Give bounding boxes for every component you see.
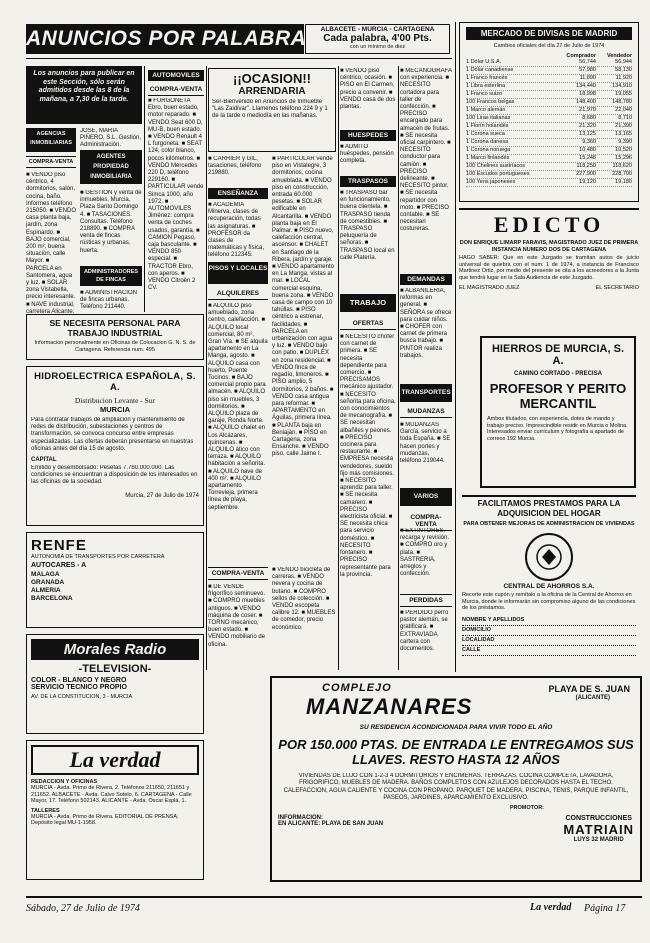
verdad-redaccion: REDACCION Y OFICINAS [31,779,98,785]
edicto-block [459,208,639,332]
hidro-filler-2: Emitido y desembolsado: Pesetas 7.780.000.000. Las condiciones se encuentran a disposición de los interesados en las oficinas de la sociedad. [31,465,198,486]
col4-filler-b: ■ ADMITO huéspedes, pensión completa. [340,144,394,165]
edicto-sign-right: EL SECRETARIO [595,285,639,292]
col5-ads-a [400,68,452,270]
ocasion-subtitle: ARRENDARIA [238,86,306,97]
edicto-body: HAGO SABER: Que en este Juzgado se tramitan autos de juicio universal de quiebra con el num. 1 de 1974, a instancia de Francisco Martinez Ortiz, por medio del presente se cita a los acreedores a la Junta que tendrá lugar en la Sala Audiencia de este Juzgado. [459,255,639,281]
divisas-row [466,99,632,107]
section-huespedes: HUESPEDES [340,130,396,141]
col4-ads-b [340,144,396,170]
divisas-buy: 18,998 [579,91,596,98]
facilitamos-field[interactable]: CALLE [462,646,636,656]
divisas-currency: 1 Marco alemán [466,107,506,114]
divisas-row [466,147,632,155]
hierros-line2: MERCANTIL [519,396,597,411]
section-trabajo: TRABAJO [340,294,396,312]
hidro-filler: Para contratar trabajos de ampliación y mantenimiento de redes de distribución, subestaciones y centros de transformación, se convoca concurso entre empresas especializadas. Las ofertas deberán presentarse en nuestras oficinas antes del día 15 de agosto. [31,417,194,452]
col3-ads-f [272,567,336,670]
divisas-buy: 15,248 [579,155,596,162]
masthead-price-box [305,24,450,54]
edicto-lead: DON ENRIQUE LIMARP FARAVIS, MAGISTRADO JUEZ DE PRIMERA INSTANCIA NUMERO DOS DE CARTAGENA [459,240,639,253]
divisas-row [466,163,632,171]
renfe-routes [31,571,199,603]
facilitamos-field[interactable]: LOCALIDAD [462,636,636,646]
divisas-row [466,91,632,99]
col3-ads-d [272,156,336,566]
section-demandas: DEMANDAS [400,274,452,285]
morales-address: AV. DE LA CONSTITUCION, 3 - MURCIA [31,694,133,700]
manzanares-info-block [278,815,383,843]
col2-filler: ■ FURGONETA Ebro, buen estado, motor reparado. ■ VENDO Seat 600 D, MU-B, buen estado. ■ VENDO Renault 4 L furgoneta. ■ SEAT 124, color blanco, pocos kilómetros. ■ VENDO Mercedes 220 D, teléfono 229160. ■ PARTICULAR vende Simca 1000, año 1972. ■ AUTOMOVILES Jiménez: compra venta de coches usados, garantía. ■ CAMION Pegaso, caja basculante. ■ VENDO 850 especial. ■ TRACTOR Ebro, con aperos. ■ VENDO Citroën 2 CV. [148,98,204,292]
manzanares-builder: MATRIAIN [563,821,634,837]
section-transportes: TRANSPORTES [400,384,452,402]
manzanares-tagline: SU RESIDENCIA ACONDICIONADA PARA VIVIR TODO EL AÑO [359,724,553,731]
divisas-row [466,107,632,115]
divisas-row [466,155,632,163]
intro-text: Los anuncios para publicar en este Sección, sólo serán admitidos desde las 8 de la mañana, a 7,30 de la tarde. [33,70,135,103]
facilitamos-sub: PARA OBTENER MEJORAS DE ADMINISTRACION DE VIVIENDAS [463,521,635,527]
masthead-cities: ALBACETE - MURCIA - CARTAGENA [320,26,435,33]
section-perdidas: PERDIDAS [400,594,452,607]
divisas-buy: 134,440 [576,83,596,90]
divisas-currency: 100 Liras italianas [466,115,511,122]
divisas-rows [466,59,632,187]
divisas-sell: 56,944 [615,59,632,66]
col5-filler-b: ■ ALBAÑILERIA, reformas en general. ■ SEÑORA se ofrece para cuidar niños. ■ CHOFER con carnet de primera busca trabajo. ■ PINTOR realiza trabajos. [400,288,452,359]
manzanares-body: VIVIENDAS DE LUJO CON 1-2-3 4 DORMITORIOS Y ENCIMERAS. TERRAZAS. COCINA COMPLETA, LAVADORA, FRIGORIFICO, MUEBLES DE MADERA. BAÑOS COMPLETOS CON AZULEJOS DECORADOS HASTA EL TECHO. CALEFACCION, AGUA CALIENTE Y COCINA CON PROPANO. PARQUET DE MADERA. PISCINA, TENIS, PARQUE INFANTIL, PASEOS, JARDINES, APARCAMIENTO EXCLUSIVO. [283,773,629,802]
hierros-text: Ambos titulados, con experiencia, dotes de mando y trabajo preciso. Imprescindible residir en Murcia o Molina. Interesados enviar currículum y fotografía a apartado de correos 192 Murcia. [487,416,628,442]
rule-v4 [398,66,399,670]
section-varios: VARIOS [400,488,452,506]
edicto-title: EDICTO [459,208,639,238]
divisas-buy: 148,400 [576,99,596,106]
section-alquileres: ALQUILERES [208,288,268,300]
divisas-sell: 19,180 [615,179,632,186]
divisas-currency: 1 Corona danesa [466,139,509,146]
divisas-currency: 1 Franco francés [466,75,508,82]
verdad-filler-2: MURCIA - Avda. Primo de Rivera. EDITORIAL DE PRENSA, Depósito legal MU-1-1958. [31,813,179,827]
col5-filler-a: ■ MECANOGRAFA con experiencia. ■ NECESITO cortadora para taller de confección. ■ PRECISO encargado para almacén de frutas. ■ SE necesita oficial carpintero. ■ NECESITO conductor para camión. ■ PRECISO delineante. ■ NECESITO pintor. ■ SE necesita repartidor con moto. ■ PRECISO contable. ■ SE necesitan costureras. [400,68,452,233]
divisas-buy: 8,680 [582,115,596,122]
col4-filler-a: ■ VENDO piso céntrico, ocasión. ■ PISO en El Carmen, precio a convenir. ■ VENDO casa de dos plantas. [340,68,396,111]
ocasion-text: Ser-Bienvenido en Anuncios de Inmueble "Las Zaidivar". Llamenos teléfono 224 9 y 1 de la tarde o mediodía en las mañanas. [212,99,328,120]
col3-filler-b: ■ ACADEMIA Minerva, clases de recuperación, todas las asignaturas. ■ PROFESOR da clases de matemáticas y física, teléfono 212345. [208,202,265,259]
divisas-row [466,59,632,67]
manzanares-info-line: EN ALICANTE: PLAYA DE SAN JUAN [278,820,384,827]
section-mudanzas: MUDANZAS [400,406,452,418]
manzanares-ad [270,676,642,882]
rule-v3 [338,66,339,670]
col5-ads-b [400,288,452,380]
divisas-buy: 56,744 [579,59,596,66]
facilitamos-seal [525,533,573,581]
divisas-row [466,179,632,187]
col5-filler-c: ■ MUDANZAS García, servicio a toda España. ■ SE hacen portes y mudanzas, teléfono 219044. [400,422,451,465]
section-compraventa-2: COMPRA-VENTA [148,84,204,96]
section-pisos: PISOS Y LOCALES [208,262,268,284]
divisas-box [459,22,639,202]
manzanares-info: INFORMACION: [278,814,323,821]
hierros-line1: PROFESOR Y PERITO [489,381,627,396]
facilitamos-field[interactable]: NOMBRE Y APELLIDOS [462,616,636,626]
col3-filler-e: ■ DE VENDE frigorífico seminuevo. ■ COMPRO muebles antiguos. ■ VENDO máquina de coser. ■ TORNO mecánico, buen estado. ■ VENDO mobiliario de oficina. [208,584,266,648]
divisas-currency: 1 Marco finlandés [466,155,510,162]
col3-filler-d: ■ PARTICULAR vende piso en Vistalegre, 3 dormitorios, cocina amueblada. ■ VENDO piso en construcción, entrada 60.000 pesetas. ■ SOLAR edificable en Alcantarilla. ■ VENDO planta baja en El Palmar. ■ PISO nuevo, calefacción central, ascensor. ■ CHALET en Santiago de la Ribera, jardín y garaje. ■ VENDO apartamento en La Manga, vistas al mar. ■ LOCAL comercial esquina, buena zona. ■ VENDO casa de campo con 10 tahúllas. ■ PISO céntrico a estrenar, facilidades. ■ PARCELA en urbanización con agua y luz. ■ VENDO bajo con patio. ■ DUPLEX en zona residencial. ■ VENDO finca de regadío, limoneros. ■ PISO amplio, 5 dormitorios, 2 baños. ■ VENDO casa antigua para reformar. ■ APARTAMENTO en Águilas, primera línea. ■ PLANTA baja en Beniaján. ■ PISO en Cartagena, zona Ensanche. ■ VENDO piso, calle Jaime I. [272,156,334,458]
hierros-title: HIERROS DE MURCIA, S. A. [491,343,624,367]
trabajo-ad-title: SE NECESITA PERSONAL PARA TRABAJO INDUSTRIAL [49,318,181,338]
edicto-signatures [459,285,639,291]
manzanares-brand-top: COMPLEJO [322,682,392,694]
masthead-price: Cada palabra, 4'00 Pts. [323,33,432,44]
masthead-minimum: con un mínimo de diez [349,44,406,50]
renfe-route: ALMERIA [31,587,61,594]
divisas-buy: 118,250 [576,163,596,170]
manzanares-builder-block [563,815,634,843]
manzanares-place: PLAYA DE S. JUAN [548,684,630,694]
section-compraventa-1: COMPRA-VENTA [26,156,76,168]
footer-date: Sábado, 27 de Julio de 1974 [26,903,140,914]
divisas-currency: 100 Francos belgas [466,99,515,106]
hidro-ad [26,366,204,526]
section-compraventa-5: COMPRA-VENTA [400,512,452,531]
hidro-date: Murcia, 27 de Julio de 1974 [125,492,199,499]
divisas-row [466,75,632,83]
divisas-sell: 118,620 [612,163,632,170]
divisas-sell: 22,040 [615,107,632,114]
renfe-ad [26,532,204,628]
facilitamos-field[interactable]: DOMICILIO [462,626,636,636]
renfe-logo: RENFE [31,537,87,554]
seal-emblem-icon [534,542,564,572]
divisas-currency: 1 Franco suizo [466,91,503,98]
divisas-col-sell: Vendedor [606,53,632,60]
divisas-title: MERCADO DE DIVISAS DE MADRID [466,27,632,40]
footer-brand: La verdad [530,902,572,913]
col1-ads-d [80,290,142,314]
manzanares-builder-addr: LUYS 32 MADRID [573,836,624,843]
col5-filler-d: ■ EXTINTORES, recarga y revisión. ■ COMPRO oro y plata. ■ SASTRERIA, arreglos y confección. [400,528,450,578]
verdad-talleres: TALLERES [31,807,60,814]
col3-filler-a: ■ CARRIER y GIL, tasaciones, teléfono 219880. [208,156,262,177]
intro-box [26,66,142,124]
col3-ads-a [208,156,268,186]
col4-filler-d: ■ NECESITO chófer con carnet de primera. ■ SE necesita dependiente para comercio. ■ PRECISAMOS mecánico ajustador. ■ NECESITO señorita para oficina, con conocimientos de mecanografía. ■ SE necesitan albañiles y peones. ■ PRECISO cocinera para restaurante. ■ EMPRESA necesita vendedores, sueldo fijo más comisiones. ■ NECESITO aprendiz para taller. ■ SE necesita camarero. ■ PRECISO electricista oficial. ■ SE necesita chica para servicio doméstico. ■ NECESITO fontanero. ■ PRECISO representante para la provincia. [340,334,396,578]
edicto-sign-left: EL MAGISTRADO JUEZ [459,285,520,292]
divisas-row [466,131,632,139]
col3-ads-b [208,202,268,260]
divisas-col-buy: Comprador [566,53,596,60]
col5-ads-c [400,422,452,484]
section-ofertas: OFERTAS [340,318,396,330]
hierros-ad [480,336,636,488]
hidro-title: HIDROELECTRICA ESPAÑOLA, S. A. [34,371,196,393]
col4-ads-c [340,190,396,288]
rule-v2 [206,66,207,670]
manzanares-brand: MANZANARES [306,694,473,719]
section-traspasos: TRASPASOS [340,176,396,187]
facilitamos-bank: CENTRAL DE AHORROS S.A. [503,583,595,590]
renfe-route: MALAGA [31,571,60,578]
divisas-subtitle: Cambios oficiales del día 27 de Julio de 1974 [493,43,605,49]
divisas-sell: 21,390 [615,123,632,130]
divisas-currency: 1 Corona noruega [466,147,511,154]
manzanares-place-sub: (ALICANTE) [575,695,610,701]
divisas-buy: 57,980 [579,67,596,74]
rule-footer [26,896,642,898]
divisas-sell: 148,780 [612,99,632,106]
col5-ads-e [400,610,452,670]
divisas-row [466,123,632,131]
divisas-sell: 8,710 [618,115,632,122]
manzanares-headline: POR 150.000 PTAS. DE ENTRADA LE ENTREGAMOS SUS LLAVES. RESTO HASTA 12 AÑOS [278,737,634,767]
divisas-sell: 13,165 [615,131,632,138]
col1-ads-a [26,172,76,315]
renfe-route: GRANADA [31,579,65,586]
hierros-sub: CAMINO CORTADO - PRECISA [514,371,602,377]
col3-ads-c [208,303,268,565]
section-ensenanza: ENSEÑANZA [208,188,268,199]
col3-ads-e [208,584,268,670]
manzanares-builder-top: CONSTRUCCIONES [565,814,632,822]
morales-ad [26,634,204,734]
divisas-sell: 11,920 [615,75,632,82]
divisas-buy: 19,120 [579,179,596,186]
divisas-buy: 11,890 [579,75,596,82]
masthead-banner [26,24,321,54]
manzanares-footer [278,815,634,843]
divisas-buy: 13,125 [579,131,596,138]
facilitamos-filler: Recorte este cupón y remítalo a la oficina de la Central de Ahorros en Murcia, donde le informarán sin compromiso alguno de las condiciones de los préstamos. [462,592,636,612]
divisas-buy: 9,360 [582,139,596,146]
renfe-route: BARCELONA [31,595,73,602]
section-compraventa-3: COMPRA-VENTA [208,567,268,580]
section-administradores: ADMINISTRADORES DE FINCAS [80,266,142,286]
col1-ads-c [80,190,142,262]
divisas-buy: 21,320 [579,123,596,130]
divisas-sell: 58,130 [615,67,632,74]
divisas-sell: 134,910 [612,83,632,90]
divisas-currency: 1 Dólar U.S.A. [466,59,502,66]
divisas-sell: 19,055 [615,91,632,98]
col5-ads-d [400,528,452,590]
trabajo-ad-text: Informacion personalmente en Oficinas de Colocacion G. N. S. de Cartagena. Referencia num. 495 [34,340,196,353]
renfe-autocares: AUTOCARES - A [31,562,87,569]
divisas-currency: 1 Libra esterlina [466,83,506,90]
divisas-sell: 9,390 [618,139,632,146]
rule-top [26,58,452,59]
divisas-row [466,83,632,91]
divisas-currency: 1 Dólar canadiense [466,67,514,74]
divisas-row [466,115,632,123]
trabajo-ad [26,314,204,360]
divisas-currency: 1 Corona sueca [466,131,505,138]
divisas-buy: 227,900 [576,171,596,178]
facilitamos-form [462,616,636,656]
divisas-currency: 100 Chelines austríacos [466,163,526,170]
col4-filler-c: ■ TRASPASO bar en funcionamiento, buena clientela. ■ TRASPASO tienda de comestibles. ■ TRASPASO peluquería de señoras. ■ TRASPASO local en calle Platería. [340,190,395,261]
hidro-sub2: MURCIA [100,405,130,414]
manzanares-promotor: PROMOTOR: [509,804,544,811]
col3-filler-c: ■ ALQUILO piso amueblado, zona centro, calefacción. ■ ALQUILO local comercial, 80 m², Gran Vía. ■ SE alquila apartamento en La Manga, agosto. ■ ALQUILO casa con huerto, Puente Tocinos. ■ BAJO comercial propio para almacén. ■ ALQUILO piso sin muebles, 3 dormitorios. ■ ALQUILO plaza de garaje, Ronda Norte. ■ ALQUILO chalet en Los Alcázares, quincenas. ■ ALQUILO ático con terraza. ■ ALQUILO habitación a señorita. ■ ALQUILO nave de 400 m². ■ ALQUILO apartamento Torrevieja, primera línea de playa, septiembre. [208,303,268,511]
col2-ads [148,98,204,312]
col1-filler-a: ■ VENDO piso céntrico, 4 dormitorios, salón, cocina, baño. Informes teléfono 215050. ■ VENDO casa planta baja, jardín, zona Espinardo. ■ BAJO comercial, 200 m², buena situación, calle Mayor. ■ PARCELA en Santomera, agua y luz. ■ SOLAR zona Vistabella, precio interesante. ■ NAVE industrial, carretera Alicante. [26,172,76,315]
divisas-buy: 21,970 [579,107,596,114]
facilitamos-ad [459,492,639,672]
section-automoviles: AUTOMOVILES [148,70,204,81]
col1-filler-c: ■ GESTION y venta de inmuebles. Murcia, Plaza Santo Domingo 4. ■ TASACIONES. Consultas. Teléfono 218890. ■ COMPRA venta de fincas rústicas y urbanas, huerta. [80,190,142,254]
ocasion-box [208,68,336,152]
hidro-sub1: Distribucion Levante - Sur [74,396,156,405]
col1-ads-b [80,128,142,148]
rule-v5 [455,22,456,672]
morales-line2: SERVICIO TECNICO PROPIO [31,684,127,691]
section-agencias: AGENCIAS INMOBILIARIAS [26,128,76,152]
divisas-sell: 15,296 [615,155,632,162]
divisas-currency: 100 Yens japoneses [466,179,516,186]
hidro-capital: CAPITAL [31,457,57,464]
col1-filler-d: ■ ADMINISTRACION de fincas urbanas. Teléfono 211440. [80,290,137,311]
divisas-row [466,139,632,147]
verdad-brand: La verdad [31,745,199,775]
col5-filler-e: ■ PERDIDO perro pastor alemán, se gratificará. ■ EXTRAVIADA cartera con documentos. [400,610,449,653]
section-agentes: AGENTES PROPIEDAD INMOBILIARIA [80,150,142,184]
facilitamos-title: FACILITAMOS PRESTAMOS PARA LA ADQUISICION DEL HOGAR [462,495,636,519]
divisas-sell: 228,700 [612,171,632,178]
divisas-currency: 100 Escudos portugueses [466,171,530,178]
divisas-buy: 10,480 [579,147,596,154]
ocasion-title: ¡¡OCASION!! [233,71,311,86]
divisas-row [466,67,632,75]
divisas-row [466,171,632,179]
col1-filler-b: JOSE, MARIA PIÑERO, S.L. Gestión, Administración. [80,128,142,149]
col3-filler-f: ■ VENDO bicicleta de carreras. ■ VENDO nevera y cocina de butano. ■ COMPRO sellos de colección. ■ VENDO escopeta calibre 12. ■ MUEBLES de comedor, precio económico. [272,567,336,631]
morales-tv: -TELEVISION- [78,663,152,675]
divisas-currency: 1 Florín holandés [466,123,509,130]
col4-ads-d [340,334,396,670]
divisas-sell: 10,520 [615,147,632,154]
footer-page: Página 17 [584,903,626,914]
morales-line1: COLOR - BLANCO Y NEGRO [31,677,127,684]
verdad-filler: MURCIA - Avda. Primo de Rivera, 2. Teléfonos 211650, 211651 y 211652. ALBACETE - Avda. Calvo Sotelo, 6. CARTAGENA - Calle Mayor, 17. Teléfono 502143. ALICANTE - Avda. Oscar Esplá, 1. [31,785,192,805]
morales-brand: Morales Radio [31,639,199,660]
rule-v1 [144,66,145,312]
renfe-sub: AUTONOMIA DE TRANSPORTES POR CARRETERA [31,554,165,560]
manzanares-header [278,682,634,722]
masthead-title: ANUNCIOS POR PALABRAS [26,27,321,50]
verdad-ad [26,740,204,880]
col4-ads-a [340,68,396,126]
